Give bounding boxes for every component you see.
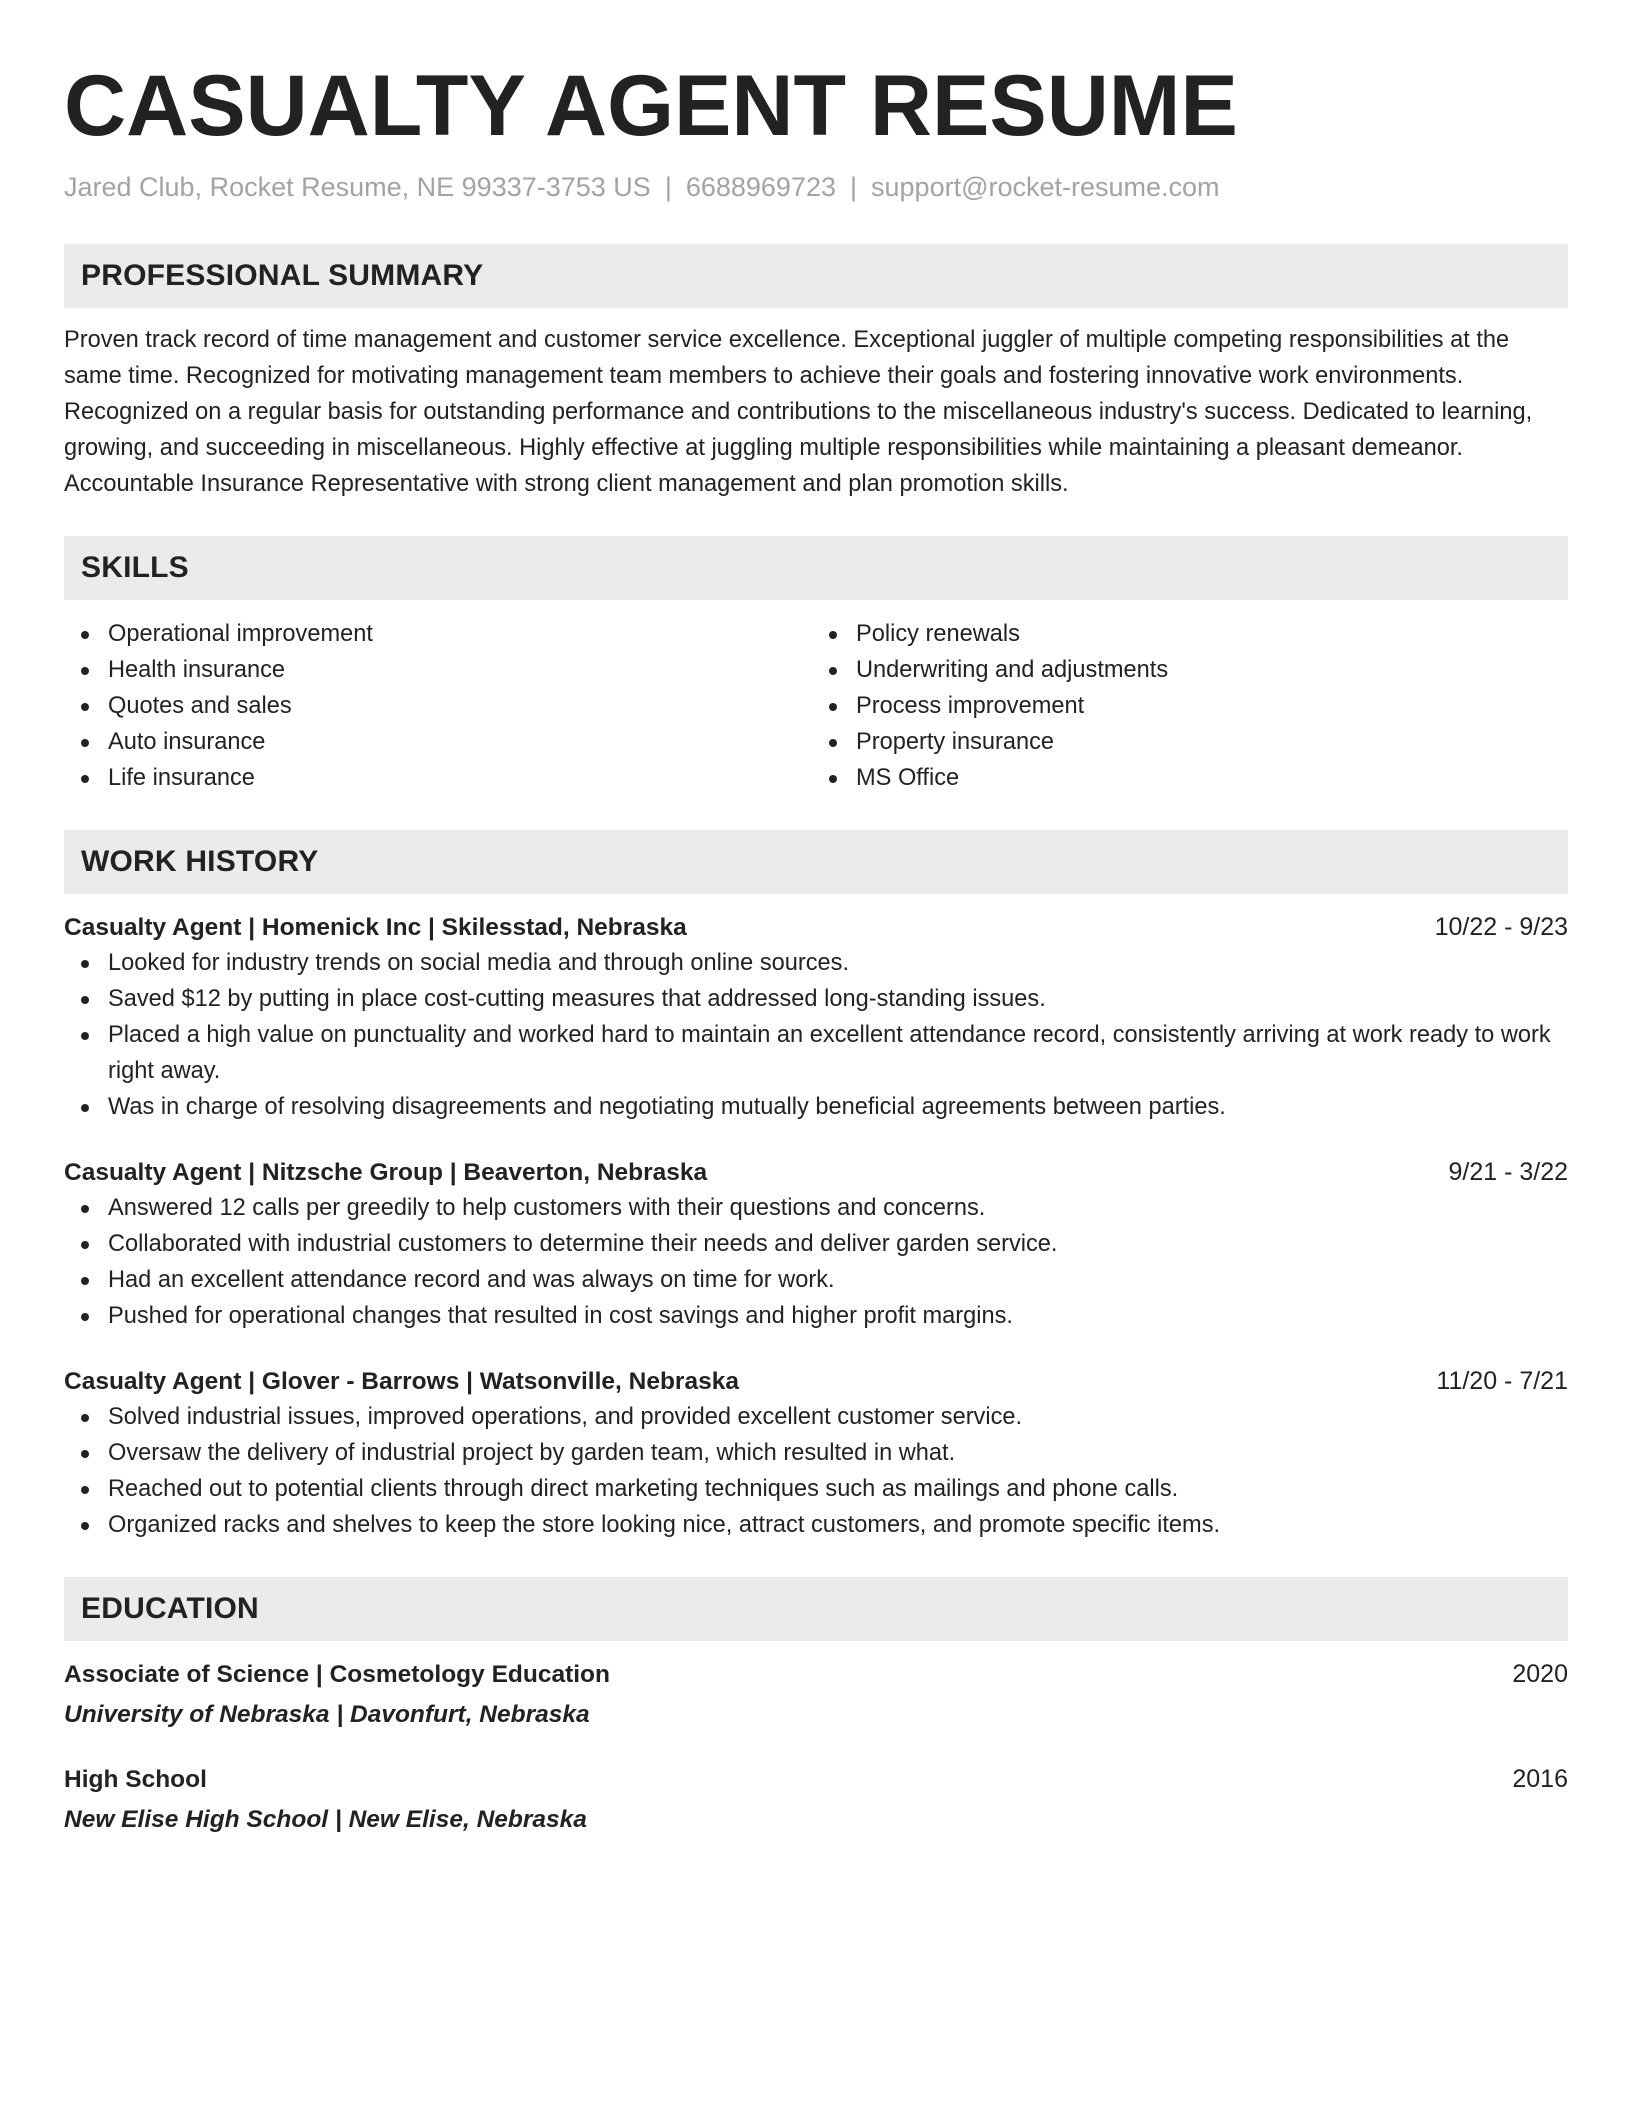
job-title: Casualty Agent | Nitzsche Group | Beaverton, Nebraska xyxy=(64,1159,708,1186)
skill-item: Health insurance xyxy=(64,652,816,688)
education-degree: High School xyxy=(64,1766,207,1793)
summary-text: Proven track record of time management and customer service excellence. Exceptional juggler of multiple competing responsibilities at the same time. Recognized for motivating management team members to achieve their goals and fostering innovative work environments. Recognized on a regular basis for outstanding performance and contributions to the miscellaneous industry's success. Dedicated to learning, growing, and succeeding in miscellaneous. Highly effective at juggling multiple responsibilities while maintaining a pleasant demeanor. Accountable Insurance Representative with strong client management and plan promotion skills. xyxy=(64,327,1533,497)
job-bullets xyxy=(64,945,1568,1125)
education-year: 2020 xyxy=(1512,1660,1568,1688)
job-dates: 9/21 - 3/22 xyxy=(1448,1158,1568,1186)
skill-item: Auto insurance xyxy=(64,724,816,760)
job-bullet: Pushed for operational changes that resulted in cost savings and higher profit margins. xyxy=(64,1298,1568,1334)
job-bullet: Looked for industry trends on social media and through online sources. xyxy=(64,945,1568,981)
skills-column-left xyxy=(64,616,816,796)
education-year: 2016 xyxy=(1512,1765,1568,1793)
education-degree: Associate of Science | Cosmetology Education xyxy=(64,1661,610,1688)
education-header xyxy=(64,1657,1568,1692)
resume-title: CASUALTY AGENT RESUME xyxy=(64,58,1238,154)
skill-item: Policy renewals xyxy=(812,616,1568,652)
contact-phone: 6688969723 xyxy=(685,172,836,202)
job-entry xyxy=(64,1364,1568,1543)
job-bullet: Was in charge of resolving disagreements and negotiating mutually beneficial agreements between parties. xyxy=(64,1089,1568,1125)
job-bullet: Oversaw the delivery of industrial project by garden team, which resulted in what. xyxy=(64,1435,1568,1471)
job-title: Casualty Agent | Glover - Barrows | Watsonville, Nebraska xyxy=(64,1368,739,1395)
contact-email: support@rocket-resume.com xyxy=(871,172,1220,202)
skill-item: Life insurance xyxy=(64,760,816,796)
education-header xyxy=(64,1762,1568,1797)
job-bullet: Organized racks and shelves to keep the store looking nice, attract customers, and promote specific items. xyxy=(64,1507,1568,1543)
job-header xyxy=(64,1155,1568,1190)
job-header xyxy=(64,1364,1568,1399)
contact-address: Jared Club, Rocket Resume, NE 99337-3753 US xyxy=(64,172,651,202)
job-entry xyxy=(64,910,1568,1125)
section-heading-work: WORK HISTORY xyxy=(64,830,1568,894)
job-header xyxy=(64,910,1568,945)
skills-column-right xyxy=(812,616,1568,796)
job-bullet: Reached out to potential clients through direct marketing techniques such as mailings and phone calls. xyxy=(64,1471,1568,1507)
job-bullets xyxy=(64,1190,1568,1334)
skill-item: Operational improvement xyxy=(64,616,816,652)
job-title: Casualty Agent | Homenick Inc | Skilesstad, Nebraska xyxy=(64,914,687,941)
education-entry xyxy=(64,1762,1568,1837)
job-bullet: Placed a high value on punctuality and worked hard to maintain an excellent attendance record, consistently arriving at work ready to work right away. xyxy=(64,1017,1568,1089)
section-heading-skills: SKILLS xyxy=(64,536,1568,600)
skill-item: MS Office xyxy=(812,760,1568,796)
job-bullet: Saved $12 by putting in place cost-cutting measures that addressed long-standing issues. xyxy=(64,981,1568,1017)
skills-list xyxy=(64,616,1568,796)
education-school: New Elise High School | New Elise, Nebraska xyxy=(64,1806,587,1833)
contact-separator: | xyxy=(850,172,858,202)
job-dates: 10/22 - 9/23 xyxy=(1434,913,1568,941)
job-dates: 11/20 - 7/21 xyxy=(1436,1367,1568,1395)
contact-separator: | xyxy=(664,172,672,202)
section-heading-summary: PROFESSIONAL SUMMARY xyxy=(64,244,1568,308)
job-bullets xyxy=(64,1399,1568,1543)
job-bullet: Answered 12 calls per greedily to help customers with their questions and concerns. xyxy=(64,1190,1568,1226)
skill-item: Property insurance xyxy=(812,724,1568,760)
job-bullet: Had an excellent attendance record and was always on time for work. xyxy=(64,1262,1568,1298)
skill-item: Quotes and sales xyxy=(64,688,816,724)
education-entry xyxy=(64,1657,1568,1732)
job-bullet: Collaborated with industrial customers to determine their needs and deliver garden service. xyxy=(64,1226,1568,1262)
education-school: University of Nebraska | Davonfurt, Nebraska xyxy=(64,1701,590,1728)
section-heading-education: EDUCATION xyxy=(64,1577,1568,1641)
job-bullet: Solved industrial issues, improved operations, and provided excellent customer service. xyxy=(64,1399,1568,1435)
skill-item: Underwriting and adjustments xyxy=(812,652,1568,688)
contact-line xyxy=(64,170,1568,204)
job-entry xyxy=(64,1155,1568,1334)
skill-item: Process improvement xyxy=(812,688,1568,724)
